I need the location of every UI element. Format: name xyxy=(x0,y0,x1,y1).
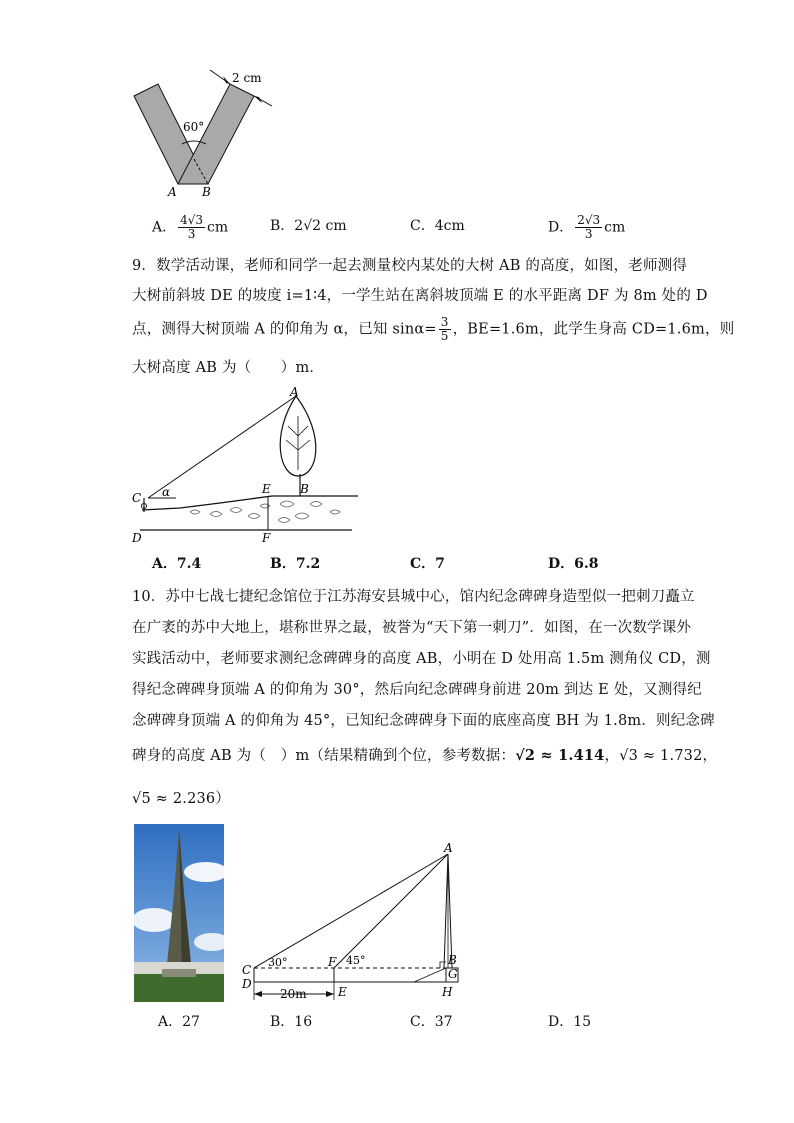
q9-option-d[interactable]: D．6.8 xyxy=(548,556,599,572)
q10-option-b[interactable]: B．16 xyxy=(270,1014,313,1030)
q10-label-h: H xyxy=(442,985,453,999)
q9-stem-line4: 大树高度 AB 为（ ）m． xyxy=(132,360,325,376)
q8-point-a: A xyxy=(168,185,177,199)
q10-label-f: F xyxy=(328,955,337,969)
q10-stem-line4: 得纪念碑碑身顶端 A 的仰角为 30°，然后向纪念碑碑身前进 20m 到达 E 处，又测得纪 xyxy=(132,682,702,698)
q9-label-b: B xyxy=(300,482,309,496)
q8-option-a[interactable]: A． $\frac{4√3}{3}$ cm xyxy=(152,213,229,241)
q9-label-d: D xyxy=(132,531,142,545)
q10-figure xyxy=(238,840,468,1010)
q8-option-d[interactable]: D． $\frac{2√3}{3}$ cm xyxy=(548,213,626,241)
q10-angle-30: 30° xyxy=(268,956,288,969)
q9-label-alpha: α xyxy=(162,485,171,499)
q9-option-a[interactable]: A．7.4 xyxy=(152,556,202,572)
q8-option-c[interactable]: C．4cm xyxy=(410,218,465,234)
q9-figure xyxy=(130,386,365,546)
q9-label-f: F xyxy=(262,531,271,545)
q10-label-a: A xyxy=(444,841,453,855)
q10-dist-label: 20m xyxy=(280,987,307,1001)
q9-stem-line3: 点，测得大树顶端 A 的仰角为 α，已知 sinα= $\frac{3}{5}$ ，BE=1.6m，此学生身高 CD=1.6m，则 xyxy=(132,315,735,343)
q8-point-b: B xyxy=(202,185,211,199)
q10-label-c: C xyxy=(242,963,252,977)
q10-stem-line1: 10．苏中七战七捷纪念馆位于江苏海安县城中心，馆内纪念碑碑身造型似一把刺刀矗立 xyxy=(132,589,695,605)
q9-stem-line1: 9．数学活动课，老师和同学一起去测量校内某处的大树 AB 的高度，如图，老师测得 xyxy=(132,258,688,274)
q9-label-e: E xyxy=(262,482,271,496)
q10-label-d: D xyxy=(242,977,252,991)
q9-option-b[interactable]: B．7.2 xyxy=(270,556,321,572)
q10-option-c[interactable]: C．37 xyxy=(410,1014,453,1030)
q10-stem-line2: 在广袤的苏中大地上，堪称世界之最，被誉为“天下第一刺刀”．如图，在一次数学课外 xyxy=(132,620,692,636)
monument-photo xyxy=(134,824,224,1002)
q10-label-g: G xyxy=(448,967,458,981)
q10-stem-line3: 实践活动中，老师要求测纪念碑碑身的高度 AB，小明在 D 处用高 1.5m 测角仪 CD，测 xyxy=(132,651,711,667)
q10-stem-line6: 碑身的高度 AB 为（ ）m（结果精确到个位，参考数据：√2 ≈ 1.414，√3 ≈ 1.732， xyxy=(132,747,718,764)
q10-angle-45: 45° xyxy=(346,954,366,967)
q10-stem-line7: √5 ≈ 2.236） xyxy=(132,791,231,807)
q9-option-c[interactable]: C．7 xyxy=(410,556,445,572)
q8-angle-label: 60° xyxy=(183,120,205,134)
q9-label-a: A xyxy=(290,386,299,399)
q8-option-b[interactable]: B．2√2 cm xyxy=(270,218,347,234)
q8-width-label: 2 cm xyxy=(232,71,262,85)
q10-option-d[interactable]: D．15 xyxy=(548,1014,592,1030)
q9-stem-line2: 大树前斜坡 DE 的坡度 i=1∶4，一学生站在离斜坡顶端 E 的水平距离 DF 为 8m 处的 D xyxy=(132,288,708,304)
q10-label-e: E xyxy=(338,985,347,999)
q9-label-c: C xyxy=(132,491,142,505)
q10-option-a[interactable]: A．27 xyxy=(158,1014,200,1030)
q8-figure xyxy=(128,64,288,204)
q10-label-b: B xyxy=(448,953,457,967)
q10-stem-line5: 念碑碑身顶端 A 的仰角为 45°，已知纪念碑碑身下面的底座高度 BH 为 1.8m．则纪念碑 xyxy=(132,713,715,729)
